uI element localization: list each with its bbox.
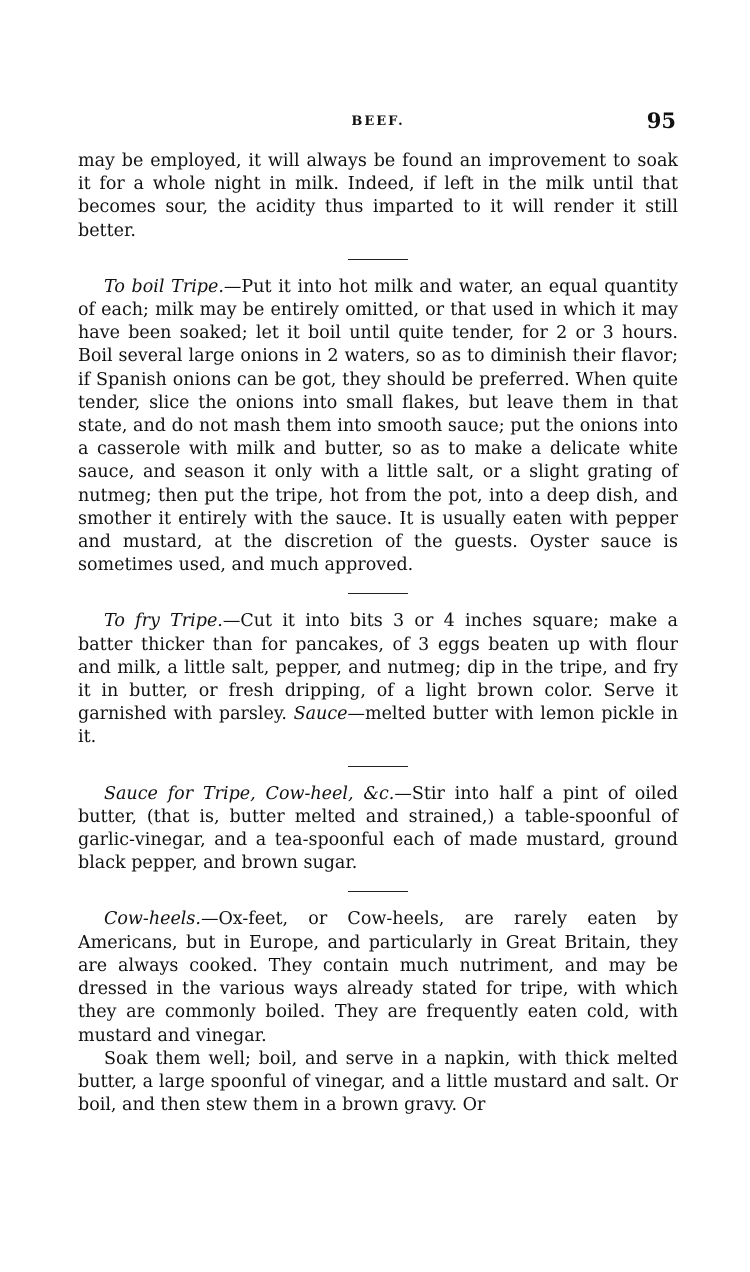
recipe-text: —Put it into hot milk and water, an equal quantity of each; milk may be entirely omitted, or that used in which it may have been soaked; let it boil until quite tender, for 2 or 3 hours. Boil several large onions in 2 waters, so as to diminish their flavor; if Spanish onions can be got, they should be preferred. When quite tender, slice the onions into small flakes, but leave them in that state, and do not mash them into smooth sauce; put the onions into a casserole with milk and butter, so as to make a delicate white sauce, and season it only with a little salt, or a slight grating of nutmeg; then put the tripe, hot from the pot, into a deep dish, and smother it entirely with the sauce. It is usually eaten with pepper and mustard, at the discretion of the guests. Oyster sauce is sometimes used, and much approved.: [78, 276, 678, 576]
section-divider: [348, 259, 408, 260]
recipe-text: —melted butter with lemon pickle in it.: [78, 704, 678, 748]
recipe-boil-tripe: [78, 276, 678, 578]
recipe-text: Soak them well; boil, and serve in a napkin, with thick melted butter, a large spoonful of vinegar, and a little mustard and salt. Or boil, and then stew them in a brown gravy. Or: [78, 1048, 678, 1116]
recipe-cow-heels: [78, 908, 678, 1047]
sauce-label: Sauce: [293, 704, 348, 725]
recipe-cow-heels-continued: [78, 1048, 678, 1118]
section-divider: [348, 593, 408, 594]
recipe-fry-tripe: [78, 610, 678, 749]
running-head: [78, 108, 678, 136]
paragraph-text: may be employed, it will always be found an improvement to soak it for a whole night in milk. Indeed, if left in the milk until that becomes sour, the acidity thus imparted to it will render it still better.: [78, 151, 678, 241]
paragraph-continuation: [78, 150, 678, 243]
section-divider: [348, 891, 408, 892]
recipe-heading: To fry Tripe.: [104, 611, 223, 632]
recipe-text: —Ox-feet, or Cow-heels, are rarely eaten by Americans, but in Europe, and particularly in Great Britain, they are always cooked. They contain much nutriment, and may be dressed in the various ways already stated for tripe, with which they are commonly boiled. They are frequently eaten cold, with mustard and vinegar.: [78, 909, 678, 1046]
recipe-heading: To boil Tripe.: [104, 276, 224, 297]
recipe-heading: Cow-heels.: [104, 909, 201, 930]
page-number: 95: [646, 108, 676, 133]
recipe-sauce-for-tripe: [78, 783, 678, 876]
recipe-text: —Cut it into bits 3 or 4 inches square; make a batter thicker than for pancakes, of 3 eggs beaten up with flour and milk, a little salt, pepper, and nutmeg; dip in the tripe, and fry it in butter, or fresh dripping, of a light brown color. Serve it garnished with parsley.: [78, 611, 678, 725]
running-title: BEEF.: [351, 114, 405, 129]
body-text: [78, 150, 678, 1117]
recipe-heading: Sauce for Tripe, Cow-heel, &c.: [104, 783, 395, 804]
recipe-text: —Stir into half a pint of oiled butter, (that is, butter melted and strained,) a table-spoonful of garlic-vinegar, and a tea-spoonful each of made mustard, ground black pepper, and brown sugar.: [78, 783, 679, 874]
section-divider: [348, 766, 408, 767]
